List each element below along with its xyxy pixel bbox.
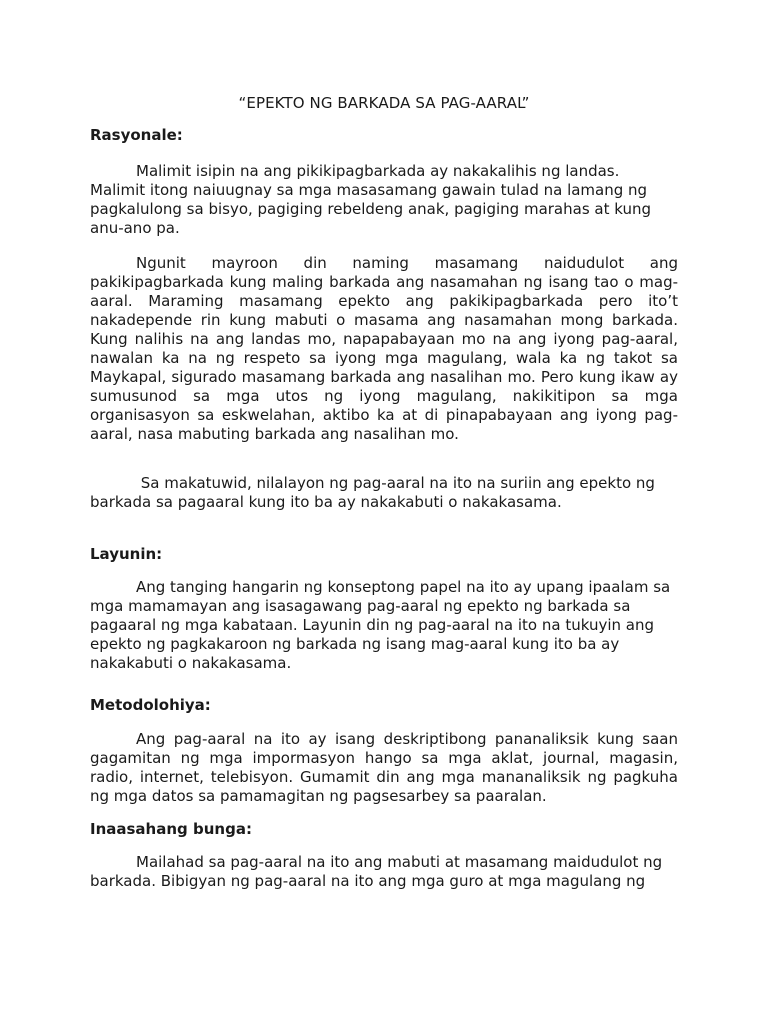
rasyonale-paragraph-3: Sa makatuwid, nilalayon ng pag-aaral na ito na suriin ang epekto ng barkada sa pagaaral kung ito ba ay nakakabuti o nakakasama. [90,474,655,511]
inaasahang-bunga-paragraph: Mailahad sa pag-aaral na ito ang mabuti at masamang maidudulot ng barkada. Bibigyan ng pag-aaral na ito ang mga guro at mga magulang ng [90,853,663,890]
metodolohiya-paragraph: Ang pag-aaral na ito ay isang deskriptibong pananaliksik kung saan gagamitan ng mga impormasyon hango sa mga aklat, journal, magasin, radio, internet, telebisyon. Gumamit din ang mga mananaliksik ng pagkuha ng mga datos sa pamamagitan ng pagsesarbey sa paaralan. [90,730,678,805]
section-heading-inaasahang-bunga: Inaasahang bunga: [90,820,252,838]
rasyonale-paragraph-2: Ngunit mayroon din naming masamang naidudulot ang pakikipagbarkada kung maling barkada ang nasamahan ng isang tao o mag-aaral. Maraming masamang epekto ang pakikipagbarkada pero ito’t nakadepende rin kung mabuti o masama ang nasamahan mong barkada. Kung nalihis na ang landas mo, napapabayaan mo na ang iyong pag-aaral, nawalan ka na ng respeto sa iyong mga magulang, wala ka ng takot sa Maykapal, sigurado masamang barkada ang nasalihan mo. Pero kung ikaw ay sumusunod sa mga utos ng iyong magulang, nakikitipon sa mga organisasyon sa eskwelahan, aktibo ka at di pinapabayaan ang iyong pag-aaral, nasa mabuting barkada ang nasalihan mo. [90,254,678,443]
section-heading-layunin: Layunin: [90,545,163,563]
layunin-paragraph: Ang tanging hangarin ng konseptong papel na ito ay upang ipaalam sa mga mamamayan ang isasagawang pag-aaral ng epekto ng barkada sa pagaaral ng mga kabataan. Layunin din ng pag-aaral na ito na tukuyin ang epekto ng pagkakaroon ng barkada ng isang mag-aaral kung ito ba ay nakakabuti o nakakasama. [90,578,671,672]
section-heading-rasyonale: Rasyonale: [90,126,183,144]
document-title: “EPEKTO NG BARKADA SA PAG-AARAL” [238,94,530,112]
section-heading-metodolohiya: Metodolohiya: [90,696,211,714]
rasyonale-paragraph-1: Malimit isipin na ang pikikipagbarkada ay nakakalihis ng landas. Malimit itong naiuugnay sa mga masasamang gawain tulad na lamang ng pagkalulong sa bisyo, pagiging rebeldeng anak, pagiging marahas at kung anu-ano pa. [90,162,651,237]
